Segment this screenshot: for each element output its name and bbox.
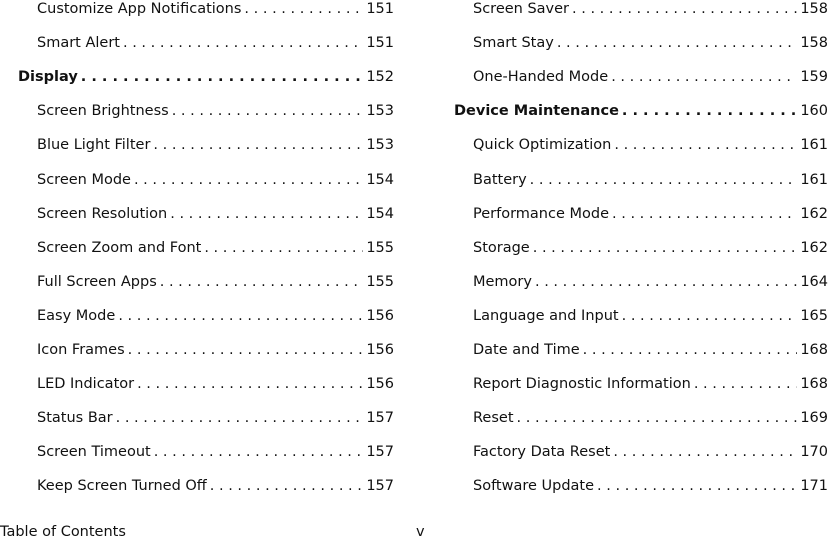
toc-entry-page: 156 xyxy=(366,307,394,324)
toc-entry[interactable] xyxy=(473,273,828,291)
toc-entry[interactable] xyxy=(37,477,394,495)
toc-section-entry[interactable] xyxy=(454,102,828,120)
toc-entry-label: LED Indicator xyxy=(37,376,135,393)
toc-leader-dots xyxy=(210,477,364,495)
toc-leader-dots xyxy=(116,409,364,427)
toc-entry[interactable] xyxy=(473,205,828,223)
toc-leader-dots xyxy=(170,205,363,223)
toc-entry-label: Quick Optimization xyxy=(473,137,612,154)
toc-entry-page: 153 xyxy=(366,137,394,154)
toc-entry-page: 156 xyxy=(366,376,394,393)
toc-leader-dots xyxy=(622,102,797,120)
toc-leader-dots xyxy=(517,409,798,427)
toc-entry-label: Date and Time xyxy=(473,342,580,358)
toc-entry-page: 153 xyxy=(366,103,394,120)
toc-entry-page: 154 xyxy=(366,171,394,188)
toc-entry-label: Screen Brightness xyxy=(37,103,169,120)
toc-entry-label: Language and Input xyxy=(473,307,619,324)
toc-entry-page: 162 xyxy=(800,205,828,222)
toc-entry[interactable] xyxy=(473,171,828,189)
toc-entry-label: Software Update xyxy=(473,478,595,495)
toc-entry-label: Reset xyxy=(473,410,514,427)
toc-entry-label: Device Maintenance xyxy=(454,103,619,120)
toc-entry-page: 152 xyxy=(366,69,394,86)
toc-entry[interactable] xyxy=(37,341,394,359)
toc-entry-label: One-Handed Mode xyxy=(473,69,609,86)
toc-entry-page: 155 xyxy=(366,273,394,290)
toc-leader-dots xyxy=(244,0,363,18)
toc-entry[interactable] xyxy=(473,34,828,52)
toc-leader-dots xyxy=(583,341,798,359)
toc-entry-label: Battery xyxy=(473,171,527,188)
toc-entry-page: 161 xyxy=(800,171,828,188)
toc-entry[interactable] xyxy=(37,0,394,18)
toc-entry[interactable] xyxy=(473,341,828,359)
toc-entry-label: Icon Frames xyxy=(37,342,125,358)
toc-entry-page: 151 xyxy=(366,1,394,17)
toc-entry[interactable] xyxy=(37,409,394,427)
toc-entry-page: 171 xyxy=(800,478,828,495)
toc-entry-label: Screen Saver xyxy=(473,1,570,17)
toc-entry[interactable] xyxy=(37,205,394,223)
toc-entry[interactable] xyxy=(473,443,828,461)
toc-leader-dots xyxy=(118,307,363,325)
toc-entry[interactable] xyxy=(473,375,828,393)
toc-entry-page: 157 xyxy=(366,478,394,495)
toc-entry-page: 155 xyxy=(366,239,394,256)
toc-leader-dots xyxy=(530,171,798,189)
toc-leader-dots xyxy=(694,375,798,393)
toc-entry-page: 156 xyxy=(366,342,394,358)
toc-entry-page: 160 xyxy=(800,103,828,120)
toc-leader-dots xyxy=(597,477,797,495)
toc-entry[interactable] xyxy=(473,0,828,18)
toc-entry-label: Report Diagnostic Information xyxy=(473,376,691,393)
toc-entry-label: Factory Data Reset xyxy=(473,444,611,461)
toc-leader-dots xyxy=(137,375,363,393)
toc-leader-dots xyxy=(612,205,797,223)
toc-leader-dots xyxy=(128,341,364,359)
toc-entry-label: Blue Light Filter xyxy=(37,137,151,154)
toc-leader-dots xyxy=(611,68,797,86)
toc-entry-label: Keep Screen Turned Off xyxy=(37,478,207,495)
toc-entry-page: 157 xyxy=(366,444,394,461)
toc-entry[interactable] xyxy=(37,307,394,325)
toc-entry-page: 168 xyxy=(800,342,828,358)
toc-entry[interactable] xyxy=(37,102,394,120)
toc-entry-label: Memory xyxy=(473,273,532,290)
toc-entry[interactable] xyxy=(37,273,394,291)
toc-entry-label: Smart Alert xyxy=(37,35,120,52)
toc-entry-page: 159 xyxy=(800,69,828,86)
toc-entry-label: Screen Mode xyxy=(37,171,131,188)
toc-leader-dots xyxy=(557,34,797,52)
toc-leader-dots xyxy=(134,171,363,189)
toc-entry-label: Smart Stay xyxy=(473,35,554,52)
toc-entry-label: Screen Zoom and Font xyxy=(37,239,202,256)
toc-entry-page: 165 xyxy=(800,307,828,324)
toc-leader-dots xyxy=(613,443,797,461)
toc-leader-dots xyxy=(572,0,797,18)
footer-page-number: v xyxy=(416,524,425,540)
toc-entry-page: 164 xyxy=(800,273,828,290)
toc-entry-label: Customize App Notifications xyxy=(37,1,242,17)
toc-leader-dots xyxy=(622,307,798,325)
toc-entry[interactable] xyxy=(473,136,828,154)
toc-entry-page: 154 xyxy=(366,205,394,222)
toc-entry[interactable] xyxy=(37,239,394,257)
toc-leader-dots xyxy=(153,136,363,154)
toc-leader-dots xyxy=(160,273,364,291)
toc-entry[interactable] xyxy=(37,171,394,189)
toc-entry-page: 161 xyxy=(800,137,828,154)
toc-entry-page: 158 xyxy=(800,35,828,52)
toc-leader-dots xyxy=(81,68,364,86)
toc-entry[interactable] xyxy=(37,136,394,154)
toc-leader-dots xyxy=(614,136,797,154)
toc-entry[interactable] xyxy=(473,239,828,257)
toc-entry-label: Screen Timeout xyxy=(37,444,151,461)
toc-entry[interactable] xyxy=(473,409,828,427)
toc-entry-label: Performance Mode xyxy=(473,205,610,222)
toc-entry-page: 157 xyxy=(366,410,394,427)
toc-entry[interactable] xyxy=(473,68,828,86)
toc-leader-dots xyxy=(123,34,363,52)
toc-entry-label: Display xyxy=(18,69,78,86)
toc-entry[interactable] xyxy=(473,307,828,325)
toc-entry-page: 151 xyxy=(366,35,394,52)
toc-entry-label: Screen Resolution xyxy=(37,205,168,222)
toc-entry[interactable] xyxy=(37,443,394,461)
toc-leader-dots xyxy=(533,239,798,257)
toc-entry[interactable] xyxy=(473,477,828,495)
toc-entry-page: 162 xyxy=(800,239,828,256)
toc-entry-page: 170 xyxy=(800,444,828,461)
toc-entry[interactable] xyxy=(37,375,394,393)
toc-entry-page: 168 xyxy=(800,376,828,393)
toc-entry-label: Full Screen Apps xyxy=(37,273,157,290)
toc-leader-dots xyxy=(172,102,364,120)
toc-entry-label: Easy Mode xyxy=(37,307,116,324)
toc-entry-page: 169 xyxy=(800,410,828,427)
toc-leader-dots xyxy=(154,443,364,461)
toc-entry[interactable] xyxy=(37,34,394,52)
toc-leader-dots xyxy=(204,239,363,257)
toc-leader-dots xyxy=(535,273,797,291)
toc-entry-page: 158 xyxy=(800,1,828,17)
footer-section-title: Table of Contents xyxy=(0,524,126,540)
toc-entry-label: Status Bar xyxy=(37,410,113,427)
toc-section-entry[interactable] xyxy=(18,68,394,86)
toc-entry-label: Storage xyxy=(473,239,530,256)
